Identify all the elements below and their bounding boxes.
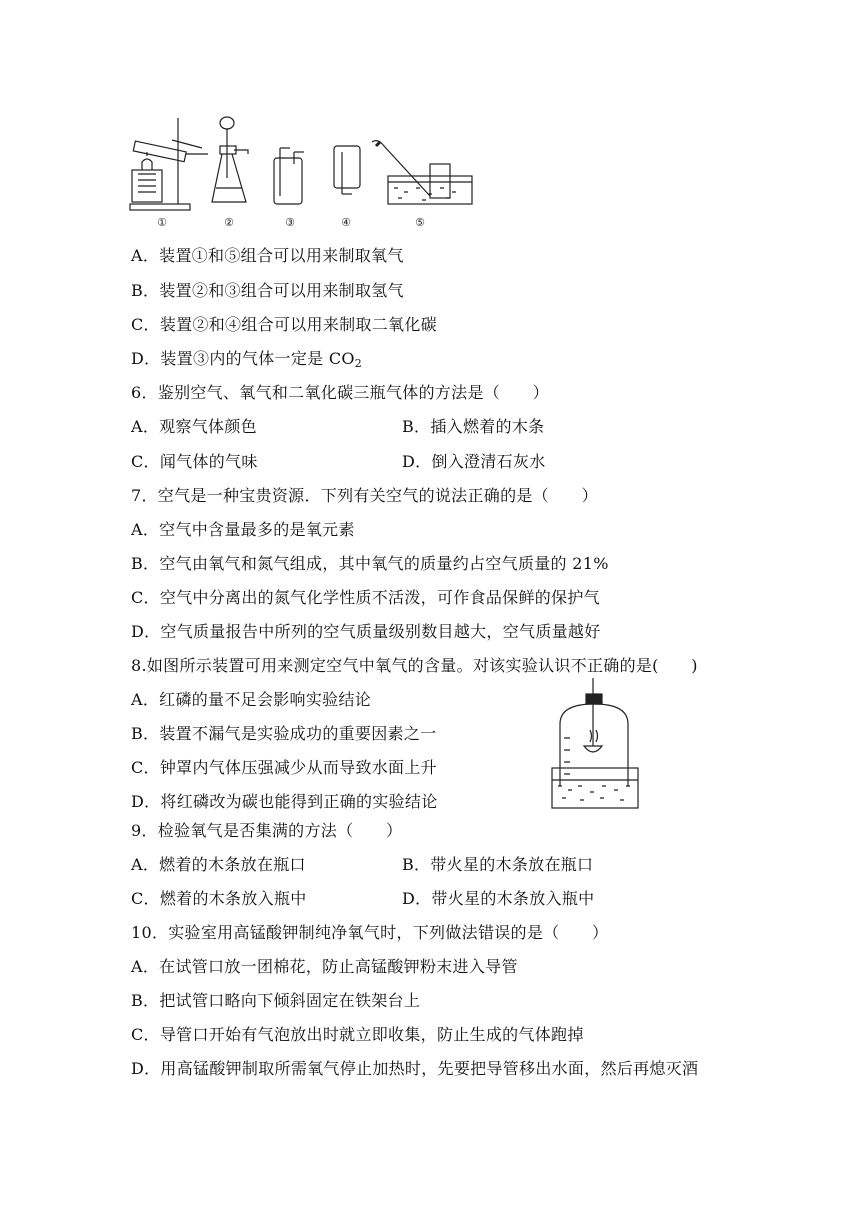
- q9-option-d: D．带火星的木条放入瓶中: [402, 889, 595, 908]
- q9-option-c: C．燃着的木条放入瓶中: [131, 889, 307, 908]
- q5-option-d: [131, 348, 362, 375]
- q8-stem: 8.如图所示装置可用来测定空气中氧气的含量。对该实验认识不正确的是( ): [131, 656, 698, 675]
- apparatus-label-2: ②: [224, 216, 234, 229]
- q5-option-d-text: D．装置③内的气体一定是 CO: [131, 349, 355, 368]
- q10-option-c: C．导管口开始有气泡放出时就立即收集，防止生成的气体跑掉: [131, 1025, 584, 1044]
- apparatus-3-gas-bottle: [274, 148, 304, 204]
- q10-stem: 10．实验室用高锰酸钾制纯净氧气时，下列做法错误的是（ ）: [131, 923, 609, 942]
- q6-option-d: D．倒入澄清石灰水: [402, 452, 546, 471]
- q7-option-b: B．空气由氧气和氮气组成，其中氧气的质量约占空气质量的 21%: [131, 554, 609, 573]
- q5-option-a: A．装置①和⑤组合可以用来制取氧气: [131, 246, 404, 265]
- apparatus-5-water-trough: [372, 141, 472, 204]
- apparatus-label-4: ④: [341, 216, 351, 229]
- q8-option-d: D．将红磷改为碳也能得到正确的实验结论: [131, 792, 438, 811]
- q8-option-b: B．装置不漏气是实验成功的重要因素之一: [131, 724, 437, 743]
- apparatus-label-3: ③: [285, 216, 295, 229]
- apparatus-4-inverted-bottle: [334, 146, 360, 194]
- q6-option-c: C．闻气体的气味: [131, 452, 258, 471]
- apparatus-figure: [128, 112, 476, 232]
- q6-option-a: A．观察气体颜色: [131, 417, 257, 436]
- q8-option-a: A．红磷的量不足会影响实验结论: [131, 690, 372, 709]
- apparatus-label-1: ①: [157, 216, 167, 229]
- q7-option-c: C．空气中分离出的氮气化学性质不活泼，可作食品保鲜的保护气: [131, 588, 600, 607]
- q7-stem: 7．空气是一种宝贵资源．下列有关空气的说法正确的是（ ）: [131, 486, 598, 505]
- q5-option-b: B．装置②和③组合可以用来制取氢气: [131, 281, 404, 300]
- bell-jar-figure: [550, 676, 642, 810]
- q5-option-c: C．装置②和④组合可以用来制取二氧化碳: [131, 315, 437, 334]
- q10-option-a: A．在试管口放一团棉花，防止高锰酸钾粉末进入导管: [131, 957, 518, 976]
- q7-option-d: D．空气质量报告中所列的空气质量级别数目越大，空气质量越好: [131, 622, 601, 641]
- q10-option-b: B．把试管口略向下倾斜固定在铁架台上: [131, 991, 421, 1010]
- q8-option-c: C．钟罩内气体压强减少从而导致水面上升: [131, 758, 437, 777]
- q9-option-a: A．燃着的木条放在瓶口: [131, 855, 306, 874]
- q7-option-a: A．空气中含量最多的是氧元素: [131, 520, 355, 539]
- q6-option-b: B．插入燃着的木条: [402, 417, 545, 436]
- q9-option-b: B．带火星的木条放在瓶口: [402, 855, 594, 874]
- apparatus-1-heating-stand: [130, 118, 208, 210]
- q6-stem: 6．鉴别空气、氧气和二氧化碳三瓶气体的方法是（ ）: [131, 383, 549, 402]
- q9-stem: 9．检验氧气是否集满的方法（ ）: [131, 821, 403, 840]
- q5-option-d-subscript: 2: [354, 357, 363, 370]
- apparatus-2-flask: [212, 117, 248, 202]
- q10-option-d: D．用高锰酸钾制取所需氧气停止加热时，先要把导管移出水面，然后再熄灭酒: [131, 1059, 699, 1078]
- apparatus-label-5: ⑤: [415, 216, 425, 229]
